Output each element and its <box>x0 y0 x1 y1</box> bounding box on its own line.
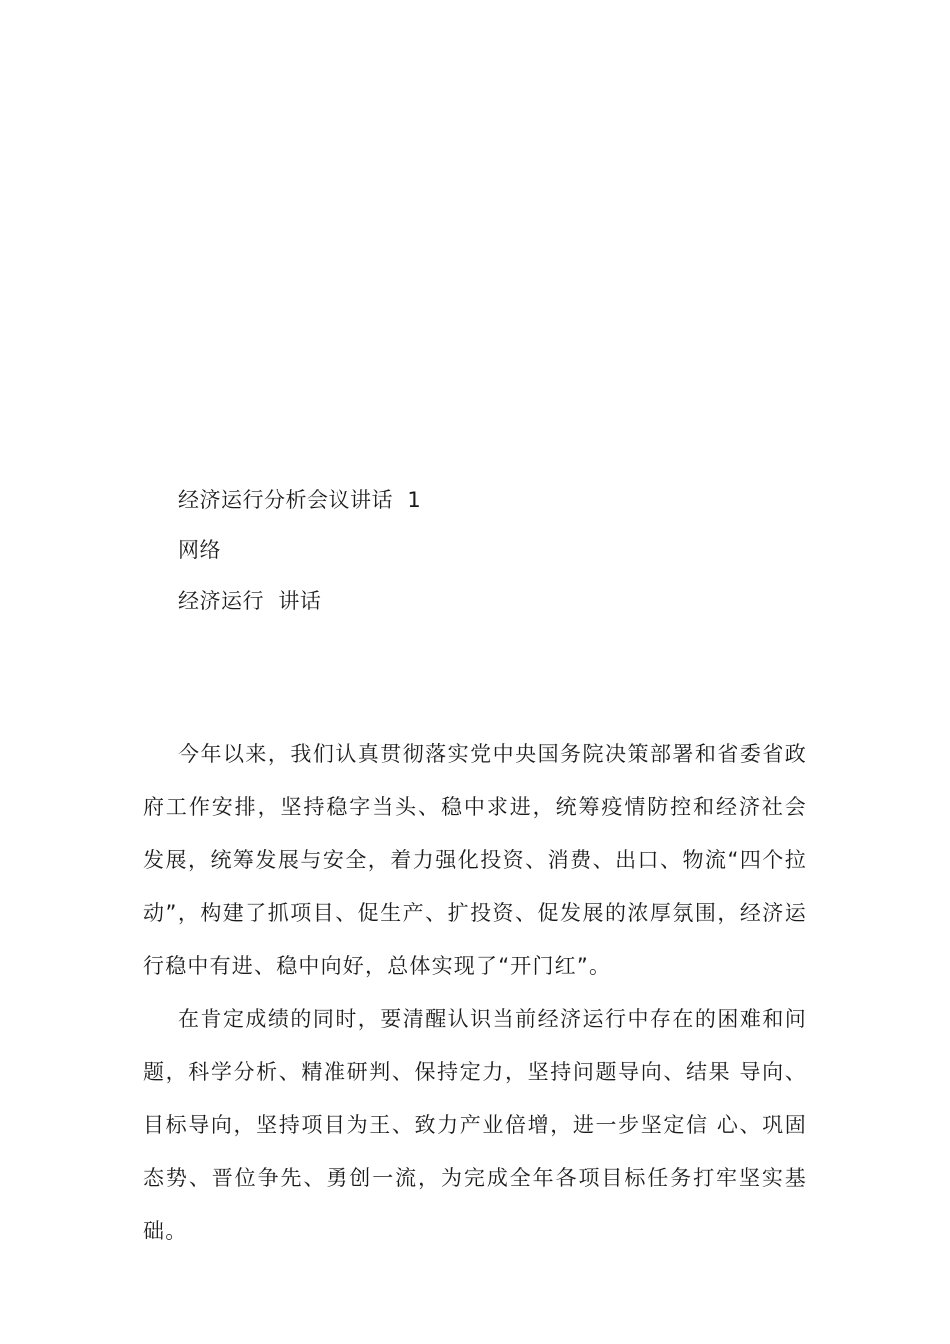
document-tags: 经济运行 讲话 <box>178 589 322 613</box>
paragraph: 在肯定成绩的同时，要清醒认识当前经济运行中存在的困难和问题，科学分析、精准研判、保持定力，坚持问题导向、结果 导向、目标导向，坚持项目为王、致力产业倍增，进一步坚定信 心、巩固态势、晋位争先、勇创一流，为完成全年各项目标任务打牢坚实基础。 <box>143 1007 807 1243</box>
document-source: 网络 <box>178 538 221 562</box>
document-title: 经济运行分析会议讲话 1 <box>178 488 422 512</box>
document-body <box>143 0 807 1344</box>
paragraph: 今年以来，我们认真贯彻落实党中央国务院决策部署和省委省政府工作安排，坚持稳字当头、稳中求进，统筹疫情防控和经济社会发展，统筹发展与安全，着力强化投资、消费、出口、物流“四个拉动”，构建了抓项目、促生产、扩投资、促发展的浓厚氛围，经济运行稳中有进、稳中向好，总体实现了“开门红”。 <box>143 742 807 978</box>
